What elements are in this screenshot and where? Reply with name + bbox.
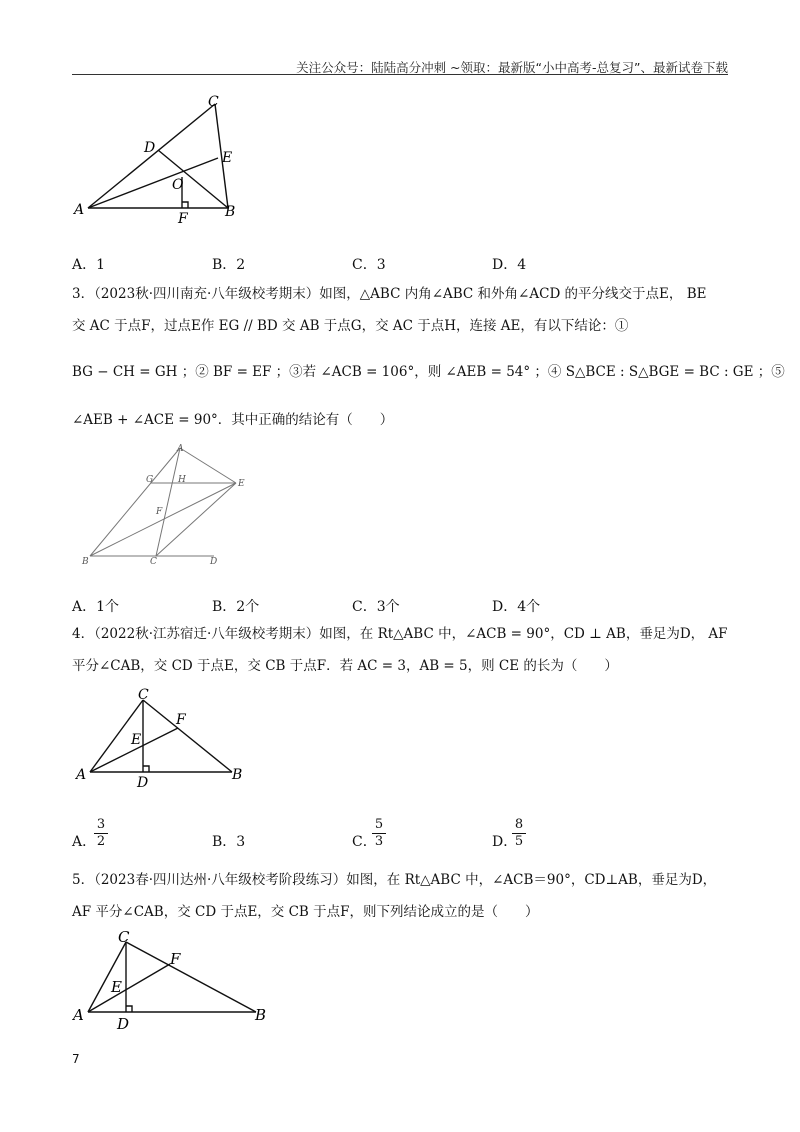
header-rule [72,74,728,75]
fig5-label-f: F [170,950,181,968]
fig1-label-b: B [225,204,236,220]
fig5-label-c: C [118,928,130,946]
q4-option-c-fraction [372,817,386,850]
fig1-label-o: O [172,177,184,193]
fig3-label-g: G [146,475,154,485]
q3-option-a[interactable]: A．1个 [72,599,120,615]
fig1-label-e: E [222,150,233,166]
fig3-label-d: D [210,557,218,567]
fig3-label-b: B [82,557,89,567]
q2-option-d[interactable]: D．4 [492,257,527,273]
fig3-label-c: C [150,557,157,567]
q4-option-a-numerator: 3 [94,817,108,834]
fig1-label-d: D [144,140,156,156]
q4-option-d-denominator: 5 [514,834,524,849]
q3-option-d[interactable]: D．4个 [492,599,541,615]
fig4-label-c: C [138,687,149,703]
figure-q5 [72,928,282,1033]
q4-line-2: 平分∠CAB，交 CD 于点E，交 CB 于点F．若 AC = 3，AB = 5，则 CE 的长为（ ） [72,658,618,674]
fig3-label-e: E [238,479,245,489]
q4-option-c-prefix[interactable]: C． [352,834,377,850]
fig5-label-b: B [255,1006,267,1024]
figure-q2 [70,92,250,227]
page-number: 7 [72,1052,80,1066]
q3-line-4: ∠AEB + ∠ACE = 90°．其中正确的结论有（ ） [72,412,394,428]
figure-q3 [76,440,256,570]
fig3-label-f: F [156,507,163,517]
fig4-label-b: B [232,767,243,783]
fig1-label-a: A [74,202,85,218]
fig4-label-a: A [76,767,87,783]
fig1-label-f: F [178,211,188,227]
q4-option-a-fraction [94,817,108,850]
q5-line-1: 5．（2023春·四川达州·八年级校考阶段练习）如图，在 Rt△ABC 中，∠ACB＝90°，CD⊥AB，垂足为D， [72,872,717,888]
q3-line-1: 3．（2023秋·四川南充·八年级校考期末）如图，△ABC 内角∠ABC 和外角∠ACD 的平分线交于点E， BE [72,286,707,302]
q3-option-b[interactable]: B．2个 [212,599,260,615]
fig4-label-e: E [131,732,142,748]
fig5-label-a: A [73,1006,84,1024]
fig1-label-c: C [208,94,219,110]
q4-option-a-denominator: 2 [96,834,106,849]
q2-option-b[interactable]: B．2 [212,257,246,273]
q2-option-a[interactable]: A．1 [72,257,106,273]
q4-option-b[interactable]: B．3 [212,834,246,850]
q4-line-1: 4．（2022秋·江苏宿迁·八年级校考期末）如图，在 Rt△ABC 中，∠ACB = 90°，CD ⊥ AB，垂足为D， AF [72,626,728,642]
page-header: 关注公众号：陆陆高分冲刺 ~领取：最新版“小中高考-总复习”、最新试卷下载 [296,60,728,75]
q3-line-3: BG − CH = GH ；② BF = EF ；③若 ∠ACB = 106°，则 ∠AEB = 54° ；④ S△BCE : S△BGE = BC : GE ；⑤ [72,364,785,380]
figure-q4 [72,684,252,789]
fig4-label-f: F [176,712,186,728]
q4-option-c-denominator: 3 [374,834,384,849]
fig5-label-d: D [117,1015,130,1033]
q4-option-d-fraction [512,817,526,850]
q2-option-c[interactable]: C．3 [352,257,386,273]
q3-option-c[interactable]: C．3个 [352,599,400,615]
fig5-label-e: E [111,978,122,996]
q4-option-d-prefix[interactable]: D． [492,834,518,850]
fig3-label-h: H [178,475,186,485]
q4-option-d-numerator: 8 [512,817,526,834]
q4-option-c-numerator: 5 [372,817,386,834]
fig4-label-d: D [137,775,149,789]
q5-line-2: AF 平分∠CAB，交 CD 于点E，交 CB 于点F，则下列结论成立的是（ ） [72,904,539,920]
q4-option-a-prefix[interactable]: A． [72,834,97,850]
fig3-label-a: A [177,444,184,454]
q3-line-2: 交 AC 于点F，过点E作 EG // BD 交 AB 于点G，交 AC 于点H，连接 AE，有以下结论：① [72,318,629,334]
